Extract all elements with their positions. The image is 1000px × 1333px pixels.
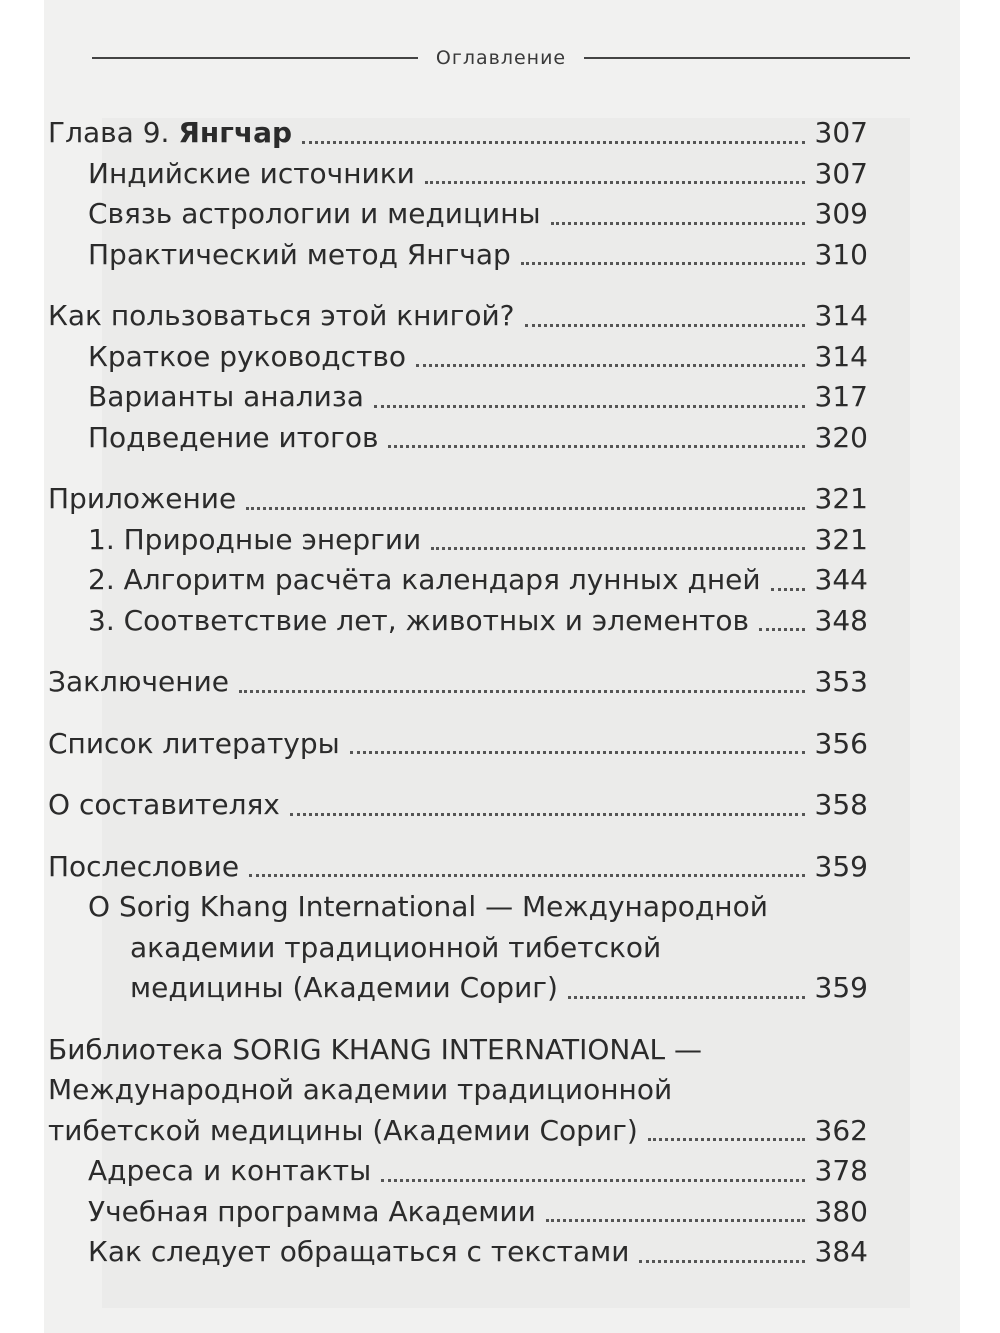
toc-subentry[interactable] bbox=[48, 337, 868, 378]
page-number: 307 bbox=[814, 116, 868, 149]
dot-leader bbox=[525, 324, 805, 327]
toc-subentry[interactable] bbox=[48, 601, 868, 642]
toc-subentry[interactable] bbox=[48, 1192, 868, 1233]
toc-entry-label: Как пользоваться этой книгой? bbox=[48, 299, 515, 332]
toc-entry-label: Как следует обращаться с текстами bbox=[88, 1235, 630, 1268]
toc-entry-label: Послесловие bbox=[48, 849, 240, 883]
toc-entry-how-to-use[interactable] bbox=[48, 296, 868, 337]
toc-subentry[interactable] bbox=[48, 154, 868, 195]
table-of-contents bbox=[48, 113, 868, 1294]
dot-leader bbox=[246, 507, 804, 510]
running-header bbox=[92, 44, 910, 72]
toc-entry-label: Приложение bbox=[48, 482, 237, 515]
dot-leader bbox=[771, 588, 805, 591]
dot-leader bbox=[425, 181, 805, 184]
toc-subentry[interactable] bbox=[48, 1151, 868, 1192]
dot-leader bbox=[350, 751, 805, 754]
toc-entry-label: Краткое руководство bbox=[88, 339, 407, 373]
toc-entry-conclusion[interactable] bbox=[48, 662, 868, 703]
page-number: 356 bbox=[814, 726, 868, 760]
toc-entry-label: Учебная программа Академии bbox=[88, 1194, 536, 1228]
toc-subentry[interactable] bbox=[48, 520, 868, 561]
dot-leader bbox=[302, 141, 805, 144]
toc-entry-label: О Sorig Khang International — Международной bbox=[88, 890, 768, 923]
page-number: 359 bbox=[814, 971, 868, 1004]
page-number: 307 bbox=[814, 156, 868, 190]
page-number: 384 bbox=[814, 1235, 868, 1268]
dot-leader bbox=[374, 405, 805, 408]
dot-leader bbox=[388, 445, 804, 448]
dot-leader bbox=[249, 874, 804, 877]
toc-group-conclusion bbox=[48, 662, 868, 703]
dot-leader bbox=[290, 813, 805, 816]
toc-entry-label: 3. Соответствие лет, животных и элементов bbox=[88, 603, 749, 637]
toc-subentry[interactable] bbox=[48, 377, 868, 418]
dot-leader bbox=[381, 1179, 804, 1182]
dot-leader bbox=[551, 222, 805, 225]
dot-leader bbox=[648, 1138, 805, 1141]
toc-subentry[interactable] bbox=[48, 235, 868, 276]
toc-entry-references[interactable] bbox=[48, 724, 868, 765]
dot-leader bbox=[239, 690, 805, 693]
dot-leader bbox=[416, 364, 805, 367]
page-number: 310 bbox=[814, 237, 868, 271]
page-number: 321 bbox=[814, 522, 868, 556]
page-number: 353 bbox=[814, 665, 868, 698]
toc-entry-line: Библиотека SORIG KHANG INTERNATIONAL — bbox=[48, 1032, 703, 1066]
toc-entry-label: Список литературы bbox=[48, 726, 340, 760]
toc-entry-label: Адреса и контакты bbox=[88, 1154, 372, 1187]
toc-group-appendix bbox=[48, 479, 868, 641]
dot-leader bbox=[639, 1260, 804, 1263]
toc-group-references bbox=[48, 724, 868, 765]
dot-leader bbox=[521, 262, 805, 265]
toc-entry-label: Глава 9. Янгчар bbox=[48, 116, 293, 149]
page-number: 321 bbox=[814, 482, 868, 515]
page-number: 314 bbox=[814, 339, 868, 373]
toc-entry-label: 1. Природные энергии bbox=[88, 522, 422, 556]
toc-entry-label: Подведение итогов bbox=[88, 420, 379, 454]
page-number: 362 bbox=[814, 1113, 868, 1147]
toc-subentry[interactable] bbox=[48, 560, 868, 601]
toc-group-chapter-9 bbox=[48, 113, 868, 275]
toc-subentry[interactable] bbox=[48, 968, 868, 1009]
toc-entry-library[interactable] bbox=[48, 1111, 868, 1152]
chapter-title: Янгчар bbox=[178, 116, 293, 149]
header-rule-right bbox=[584, 57, 910, 59]
toc-entry-afterword[interactable] bbox=[48, 847, 868, 888]
toc-entry-label: Заключение bbox=[48, 665, 229, 698]
toc-entry-label: 2. Алгоритм расчёта календаря лунных дней bbox=[88, 563, 761, 596]
toc-entry-label: Связь астрологии и медицины bbox=[88, 197, 541, 230]
page-number: 348 bbox=[814, 603, 868, 637]
toc-entry-label: Практический метод Янгчар bbox=[88, 237, 511, 271]
toc-entry-label: Индийские источники bbox=[88, 156, 415, 190]
toc-entry-line: Международной академии традиционной bbox=[48, 1073, 673, 1106]
toc-group-library bbox=[48, 1030, 868, 1273]
toc-subentry[interactable] bbox=[48, 418, 868, 459]
page-number: 314 bbox=[814, 299, 868, 332]
header-rule-left bbox=[92, 57, 418, 59]
page-number: 358 bbox=[814, 788, 868, 821]
toc-group-authors bbox=[48, 785, 868, 826]
page-number: 317 bbox=[814, 380, 868, 413]
toc-entry-appendix[interactable] bbox=[48, 479, 868, 520]
toc-subentry-line[interactable] bbox=[48, 887, 868, 928]
page-number: 309 bbox=[814, 197, 868, 230]
dot-leader bbox=[568, 996, 805, 999]
dot-leader bbox=[546, 1219, 805, 1222]
toc-subentry-line: академии традиционной тибетской bbox=[130, 930, 662, 964]
toc-group-afterword bbox=[48, 847, 868, 1009]
toc-subentry[interactable] bbox=[48, 194, 868, 235]
dot-leader bbox=[759, 628, 805, 631]
toc-entry-chapter-9[interactable] bbox=[48, 113, 868, 154]
toc-entry-label: О составителях bbox=[48, 788, 280, 821]
page-number: 378 bbox=[814, 1154, 868, 1187]
header-title: Оглавление bbox=[435, 47, 567, 69]
toc-entry-label: медицины (Академии Сориг) bbox=[130, 971, 558, 1004]
page-number: 380 bbox=[814, 1194, 868, 1228]
page-number: 320 bbox=[814, 420, 868, 454]
toc-entry-label: тибетской медицины (Академии Сориг) bbox=[48, 1113, 638, 1147]
page-number: 344 bbox=[814, 563, 868, 596]
toc-subentry[interactable] bbox=[48, 1232, 868, 1273]
page-number: 359 bbox=[814, 849, 868, 883]
toc-entry-authors[interactable] bbox=[48, 785, 868, 826]
toc-group-how-to-use bbox=[48, 296, 868, 458]
dot-leader bbox=[431, 547, 804, 550]
toc-entry-label: Варианты анализа bbox=[88, 380, 364, 413]
